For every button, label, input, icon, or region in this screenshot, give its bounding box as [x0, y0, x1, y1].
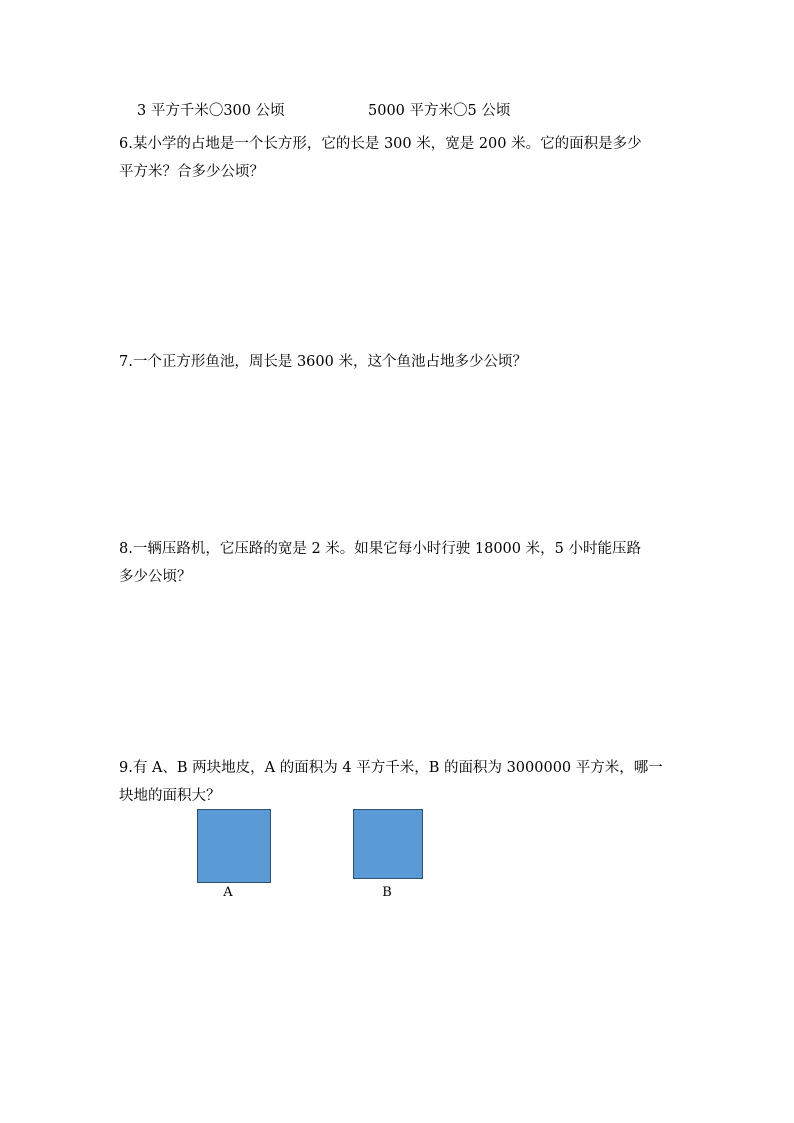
question-7-line-1: 7.一个正方形鱼池，周长是 3600 米，这个鱼池占地多少公顷？ [119, 354, 527, 370]
question-8-line-1: 8.一辆压路机，它压路的宽是 2 米。如果它每小时行驶 18000 米，5 小时能压路 [119, 541, 641, 557]
square-a-label: A [223, 885, 233, 900]
square-b-label: B [382, 885, 392, 900]
question-9-line-2: 块地的面积大？ [119, 788, 221, 804]
question-6-line-2: 平方米？合多少公顷？ [119, 164, 264, 180]
question-6-line-1: 6.某小学的占地是一个长方形，它的长是 300 米，宽是 200 米。它的面积是多少 [119, 136, 642, 152]
square-b [353, 809, 423, 879]
question-9-line-1: 9.有 A、B 两块地皮，A 的面积为 4 平方千米，B 的面积为 3000000 平方米，哪一 [119, 760, 663, 776]
square-a [197, 809, 271, 883]
comparison-right: 5000 平方米〇5 公顷 [368, 103, 511, 119]
comparison-left: 3 平方千米〇300 公顷 [137, 103, 285, 119]
question-8-line-2: 多少公顷？ [119, 569, 192, 585]
